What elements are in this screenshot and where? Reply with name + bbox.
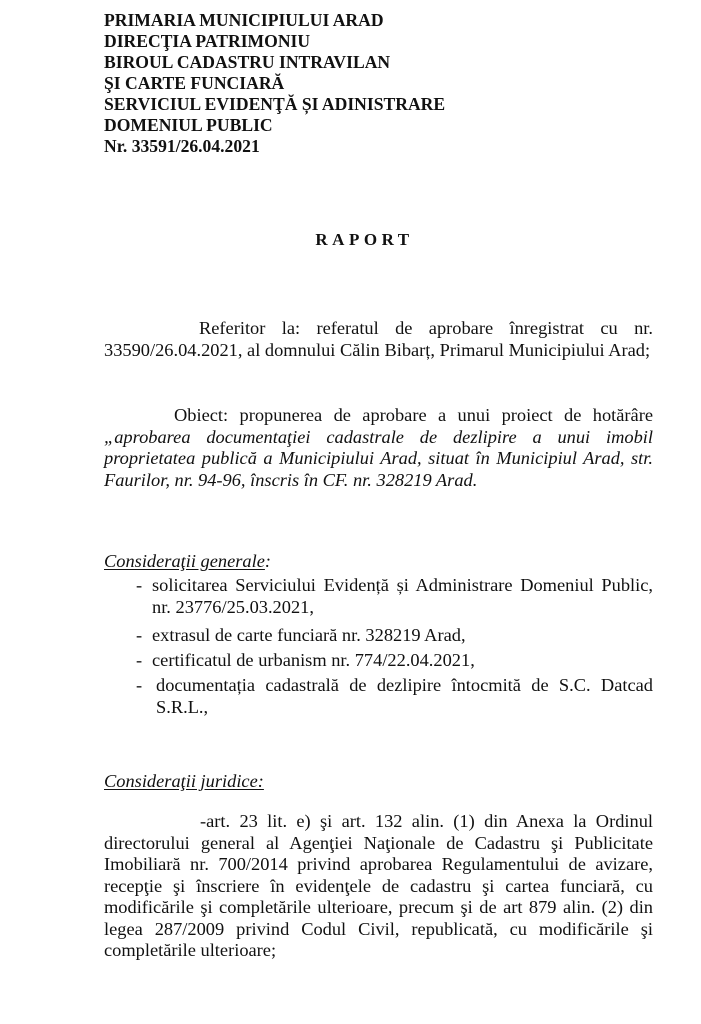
juridical-paragraph: -art. 23 lit. e) şi art. 132 alin. (1) din Anexa la Ordinul directorului general al Agenţiei Naţionale de Cadastru şi Publicitate Imobiliară nr. 700/2014 privind aprobarea Regulamentului de avizare, recepţie şi înscriere în evidenţele de cadastru şi cartea funciară, cu modificările şi completările ulterioare, precum şi de art 879 alin. (2) din legea 287/2009 privind Codul Civil, republicată, cu modificările şi completările ulterioare; — [104, 811, 653, 960]
document-title: RAPORT — [315, 230, 414, 249]
document-header — [104, 10, 445, 157]
header-registration-number: Nr. 33591/26.04.2021 — [104, 136, 260, 156]
obiect-prefix: Obiect: propunerea de aprobare a unui proiect de hotărâre — [174, 405, 653, 425]
obiect-italic-text: „aprobarea documentaţiei cadastrale de dezlipire a unui imobil proprietatea publică a Municipiului Arad, situat în Municipiul Arad, str. Faurilor, nr. 94-96, înscris în CF. nr. 328219 Arad. — [104, 426, 653, 490]
list-item: - documentația cadastrală de dezlipire întocmită de S.C. Datcad S.R.L., — [136, 675, 653, 717]
section-title-general — [104, 551, 271, 573]
list-item-text: certificatul de urbanism nr. 774/22.04.2021, — [152, 650, 475, 670]
obiect-paragraph — [104, 405, 653, 491]
list-item-text: extrasul de carte funciară nr. 328219 Arad, — [152, 625, 466, 645]
section-title-general-colon: : — [264, 551, 272, 571]
referitor-paragraph: Referitor la: referatul de aprobare înregistrat cu nr. 33590/26.04.2021, al domnului Călin Bibarț, Primarul Municipiului Arad; — [104, 318, 653, 360]
list-item-text: solicitarea Serviciului Evidență și Administrare Domeniul Public, nr. 23776/25.03.2021, — [152, 575, 653, 617]
header-office: BIROUL CADASTRU INTRAVILAN — [104, 52, 391, 72]
header-service: SERVICIUL EVIDENŢĂ ȘI ADINISTRARE — [104, 94, 446, 114]
list-item: - extrasul de carte funciară nr. 328219 Arad, — [140, 625, 653, 647]
header-service-cont: DOMENIUL PUBLIC — [104, 115, 273, 135]
header-direction: DIRECŢIA PATRIMONIU — [104, 31, 311, 51]
list-item-text: documentația cadastrală de dezlipire întocmită de S.C. Datcad S.R.L., — [156, 675, 653, 717]
list-item: - certificatul de urbanism nr. 774/22.04.2021, — [140, 650, 653, 672]
header-institution: PRIMARIA MUNICIPIULUI ARAD — [104, 10, 384, 30]
header-office-cont: ŞI CARTE FUNCIARĂ — [104, 73, 285, 93]
list-item: - solicitarea Serviciului Evidență și Administrare Domeniul Public, nr. 23776/25.03.2021, — [136, 575, 653, 617]
section-title-general-text: Consideraţii generale — [104, 551, 265, 571]
section-title-juridical: Consideraţii juridice: — [104, 771, 264, 791]
